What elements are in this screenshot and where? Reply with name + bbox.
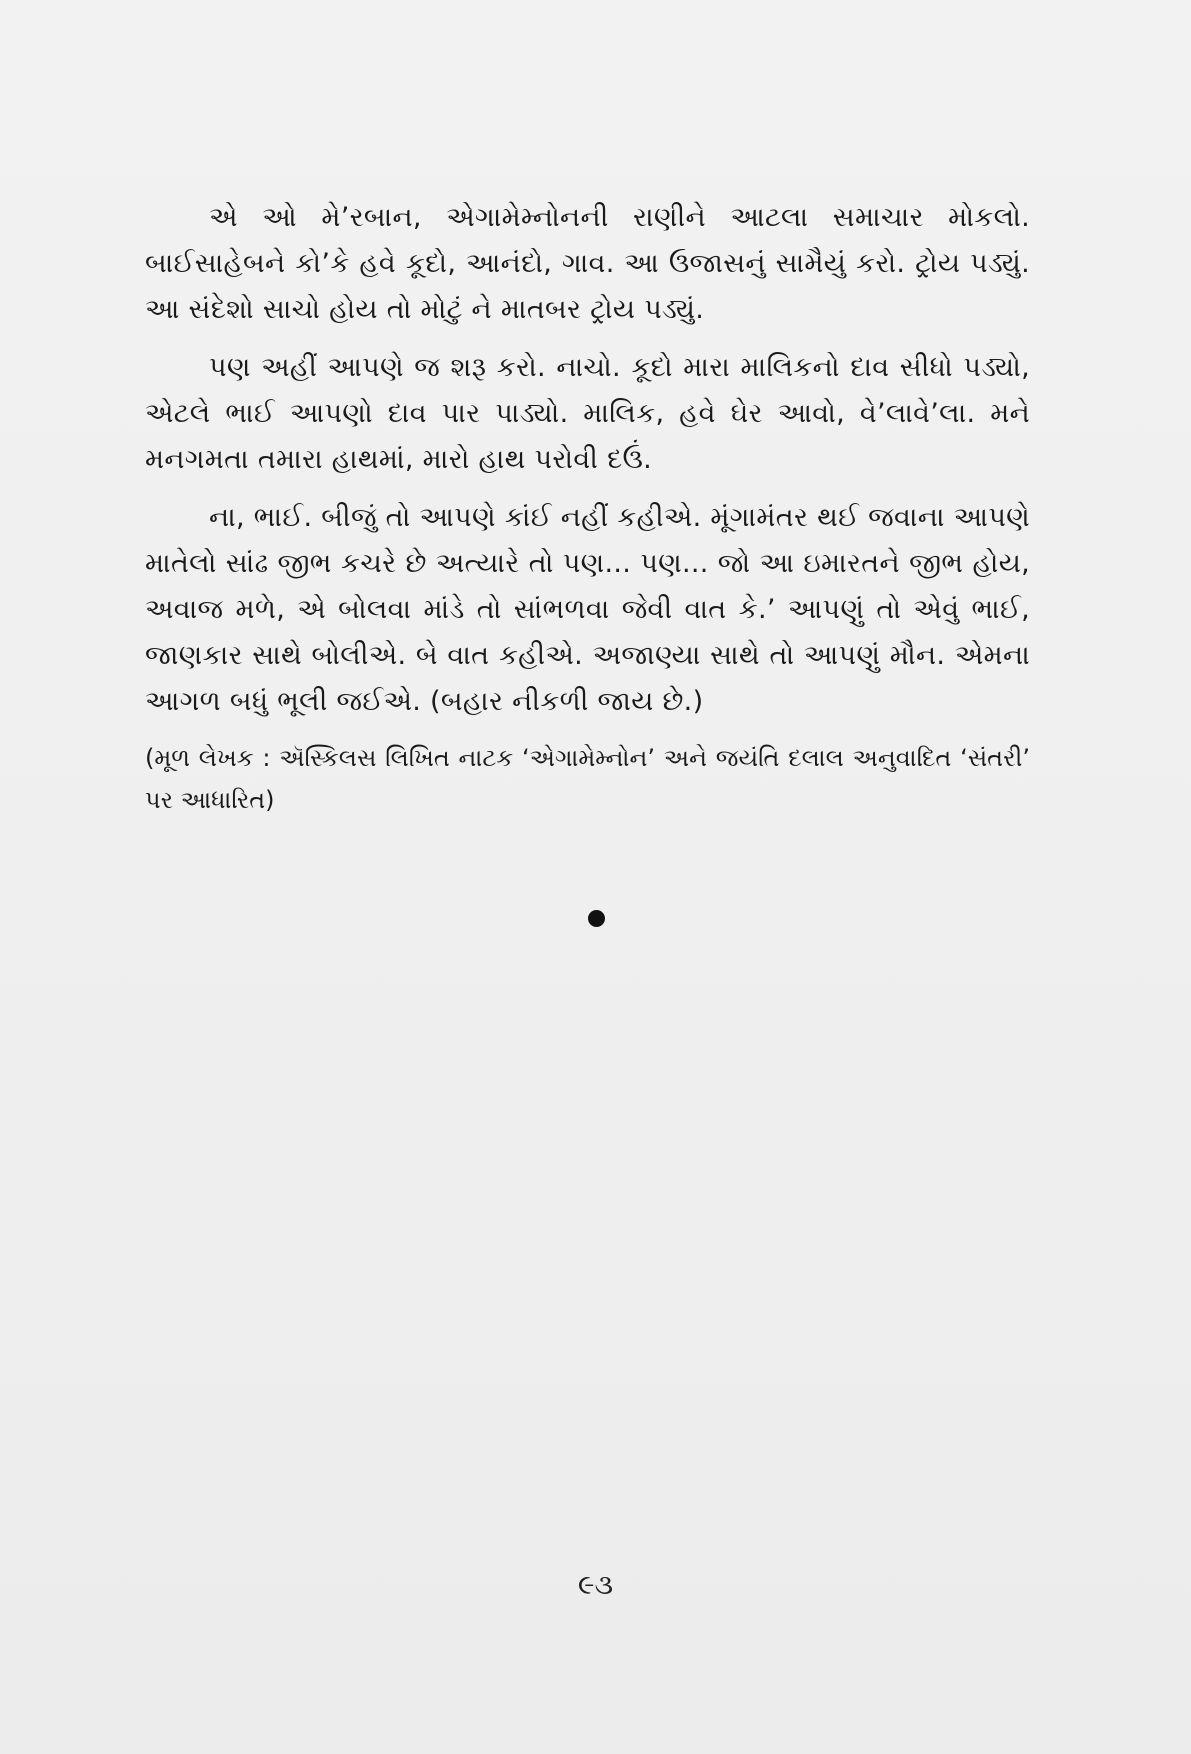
paragraph-1: એ ઓ મે’રબાન, એગામેમ્નોનની રાણીને આટલા સમાચાર મોકલો. બાઈસાહેબને કો’કે હવે કૂદો, આનંદો, ગાવ. આ ઉજાસનું સામૈયું કરો. ટ્રોય પડ્યું. આ સંદેશો સાચો હોય તો મોટું ને માતબર ટ્રોય પડ્યું. [145,202,1030,325]
paragraph-2: પણ અહીં આપણે જ શરૂ કરો. નાચો. કૂદો મારા માલિકનો દાવ સીધો પડ્યો, એટલે ભાઈ આપણો દાવ પાર પાડ્યો. માલિક, હવે ઘેર આવો, વે’લાવે’લા. મને મનગમતા તમારા હાથમાં, મારો હાથ પરોવી દઉં. [145,352,1030,475]
body-text [145,195,1030,821]
section-end-bullet-icon [588,910,605,927]
page-number: ૯૩ [577,1568,614,1601]
source-note: (મૂળ લેખક : ઍસ્કિલસ લિખિત નાટક ‘એગામેમ્નોન’ અને જયંતિ દલાલ અનુવાદિત ‘સંતરી’ પર આધારિત) [145,744,1030,814]
paragraph-3: ના, ભાઈ. બીજું તો આપણે કાંઈ નહીં કહીએ. મૂંગામંતર થઈ જવાના આપણે માતેલો સાંઢ જીભ કચરે છે અત્યારે તો પણ... પણ... જો આ ઇમારતને જીભ હોય, અવાજ મળે, એ બોલવા માંડે તો સાંભળવા જેવી વાત કે.’ આપણું તો એવું ભાઈ, જાણકાર સાથે બોલીએ. બે વાત કહીએ. અજાણ્યા સાથે તો આપણું મૌન. એમના આગળ બધું ભૂલી જઈએ. (બહાર નીકળી જાય છે.) [145,502,1030,717]
